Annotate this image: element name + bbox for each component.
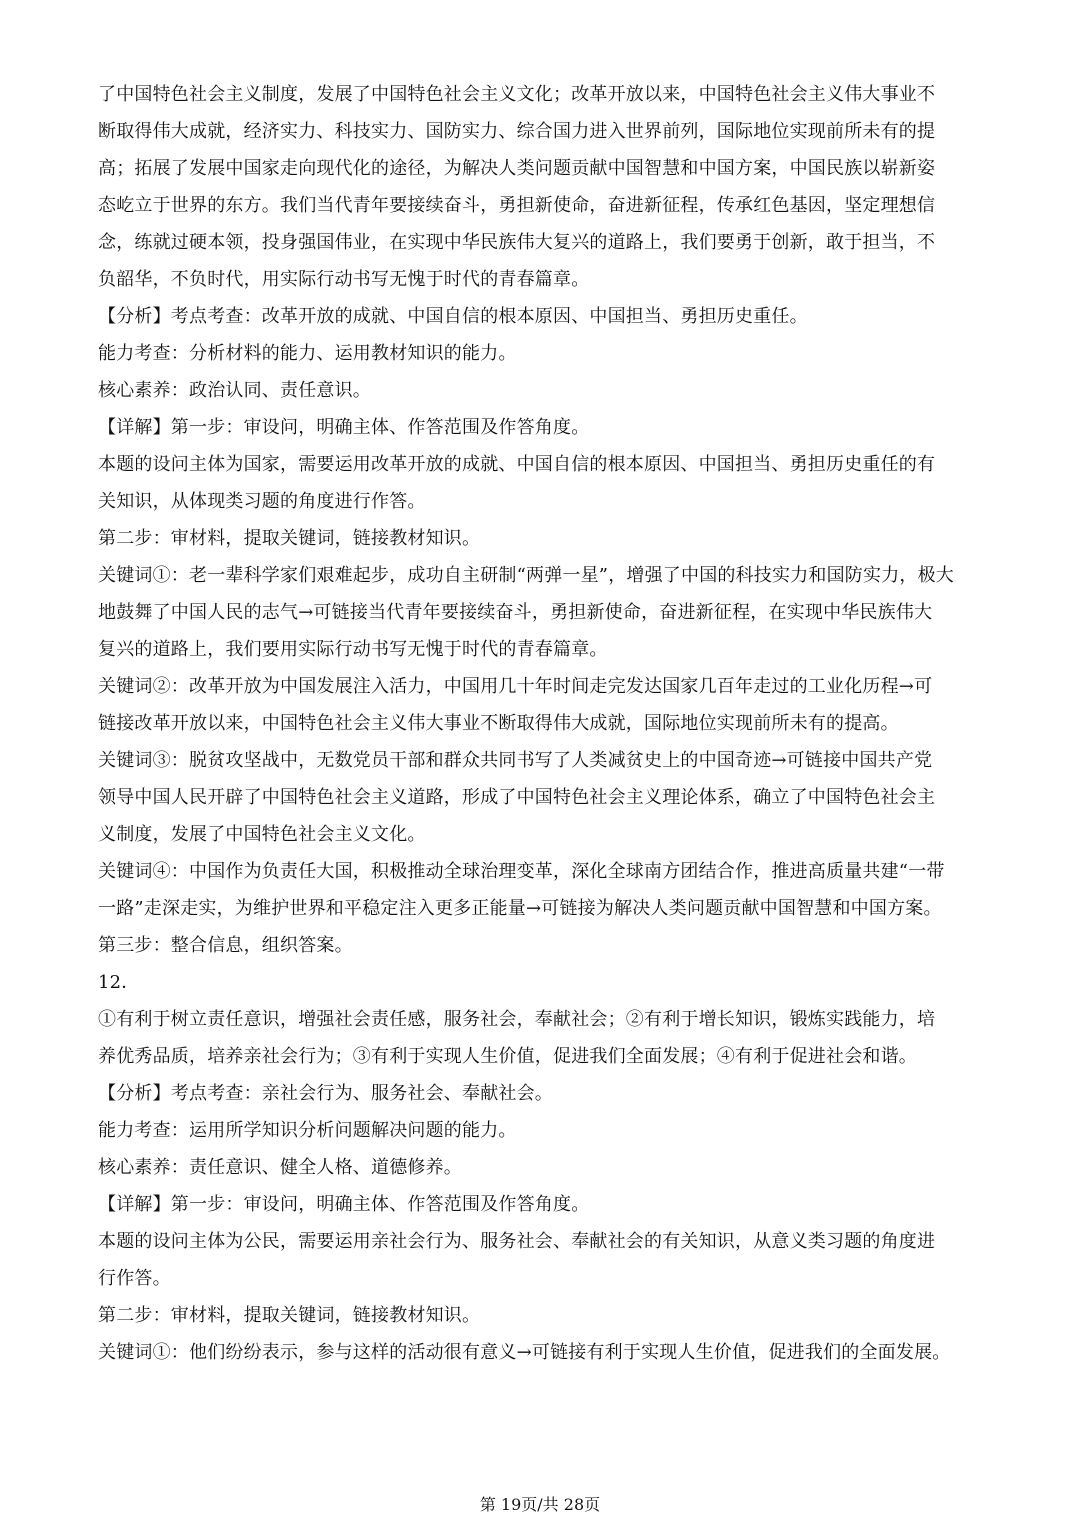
keyword-line: 关键词③：脱贫攻坚战中，无数党员干部和群众共同书写了人类减贫史上的中国奇迹→可链接中国共产党 xyxy=(98,750,933,771)
text-line: 本题的设问主体为公民，需要运用亲社会行为、服务社会、奉献社会的有关知识，从意义类习题的角度进 xyxy=(98,1231,936,1252)
ability-line: 能力考查：分析材料的能力、运用教材知识的能力。 xyxy=(98,343,517,364)
core-literacy-line: 核心素养：政治认同、责任意识。 xyxy=(98,380,371,401)
analysis-heading: 【分析】考点考查：改革开放的成就、中国自信的根本原因、中国担当、勇担历史重任。 xyxy=(98,306,808,327)
text-line: 本题的设问主体为国家，需要运用改革开放的成就、中国自信的根本原因、中国担当、勇担历史重任的有 xyxy=(98,454,936,475)
text-line: 养优秀品质，培养亲社会行为；③有利于实现人生价值，促进我们全面发展；④有利于促进社会和谐。 xyxy=(98,1046,917,1067)
text-line: 念，练就过硬本领，投身强国伟业，在实现中华民族伟大复兴的道路上，我们要勇于创新，敢于担当，不 xyxy=(98,232,936,253)
core-literacy-line: 核心素养：责任意识、健全人格、道德修养。 xyxy=(98,1157,462,1178)
keyword-line: 关键词④：中国作为负责任大国，积极推动全球治理变革，深化全球南方团结合作，推进高质量共建“一带 xyxy=(98,861,945,882)
text-line: 一路”走深走实，为维护世界和平稳定注入更多正能量→可链接为解决人类问题贡献中国智慧和中国方案。 xyxy=(98,898,942,919)
step-line: 第二步：审材料，提取关键词，链接教材知识。 xyxy=(98,1305,481,1326)
text-line: 地鼓舞了中国人民的志气→可链接当代青年要接续奋斗，勇担新使命，奋进新征程，在实现中华民族伟大 xyxy=(98,602,933,623)
page-number: 第 19页/共 28页 xyxy=(479,1495,601,1514)
document-body xyxy=(98,76,982,1371)
answer-line: ①有利于树立责任意识，增强社会责任感，服务社会，奉献社会；②有利于增长知识，锻炼实践能力，培 xyxy=(98,1009,936,1030)
analysis-heading: 【分析】考点考查：亲社会行为、服务社会、奉献社会。 xyxy=(98,1083,553,1104)
step-line: 第三步：整合信息，组织答案。 xyxy=(98,935,353,956)
text-line: 负韶华，不负时代，用实际行动书写无愧于时代的青春篇章。 xyxy=(98,269,590,290)
text-line: 了中国特色社会主义制度，发展了中国特色社会主义文化；改革开放以来，中国特色社会主义伟大事业不 xyxy=(98,84,936,105)
text-line: 复兴的道路上，我们要用实际行动书写无愧于时代的青春篇章。 xyxy=(98,639,608,660)
keyword-line: 关键词①：他们纷纷表示，参与这样的活动很有意义→可链接有利于实现人生价值，促进我们的全面发展。 xyxy=(98,1342,951,1363)
ability-line: 能力考查：运用所学知识分析问题解决问题的能力。 xyxy=(98,1120,517,1141)
text-line: 链接改革开放以来，中国特色社会主义伟大事业不断取得伟大成就，国际地位实现前所未有的提高。 xyxy=(98,713,899,734)
detail-heading: 【详解】第一步：审设问，明确主体、作答范围及作答角度。 xyxy=(98,1194,590,1215)
step-line: 第二步：审材料，提取关键词，链接教材知识。 xyxy=(98,528,481,549)
keyword-line: 关键词①：老一辈科学家们艰难起步，成功自主研制“两弹一星”，增强了中国的科技实力和国防实力，极大 xyxy=(98,565,954,586)
text-line: 领导中国人民开辟了中国特色社会主义道路，形成了中国特色社会主义理论体系，确立了中国特色社会主 xyxy=(98,787,936,808)
text-line: 行作答。 xyxy=(98,1268,171,1289)
text-line: 高；拓展了发展中国家走向现代化的途径，为解决人类问题贡献中国智慧和中国方案，中国民族以崭新姿 xyxy=(98,158,936,179)
text-line: 断取得伟大成就，经济实力、科技实力、国防实力、综合国力进入世界前列，国际地位实现前所未有的提 xyxy=(98,121,936,142)
text-line: 态屹立于世界的东方。我们当代青年要接续奋斗，勇担新使命，奋进新征程，传承红色基因，坚定理想信 xyxy=(98,195,936,216)
keyword-line: 关键词②：改革开放为中国发展注入活力，中国用几十年时间走完发达国家几百年走过的工业化历程→可 xyxy=(98,676,933,697)
detail-heading: 【详解】第一步：审设问，明确主体、作答范围及作答角度。 xyxy=(98,417,590,438)
text-line: 义制度，发展了中国特色社会主义文化。 xyxy=(98,824,426,845)
question-number: 12． xyxy=(98,972,140,993)
text-line: 关知识，从体现类习题的角度进行作答。 xyxy=(98,491,426,512)
